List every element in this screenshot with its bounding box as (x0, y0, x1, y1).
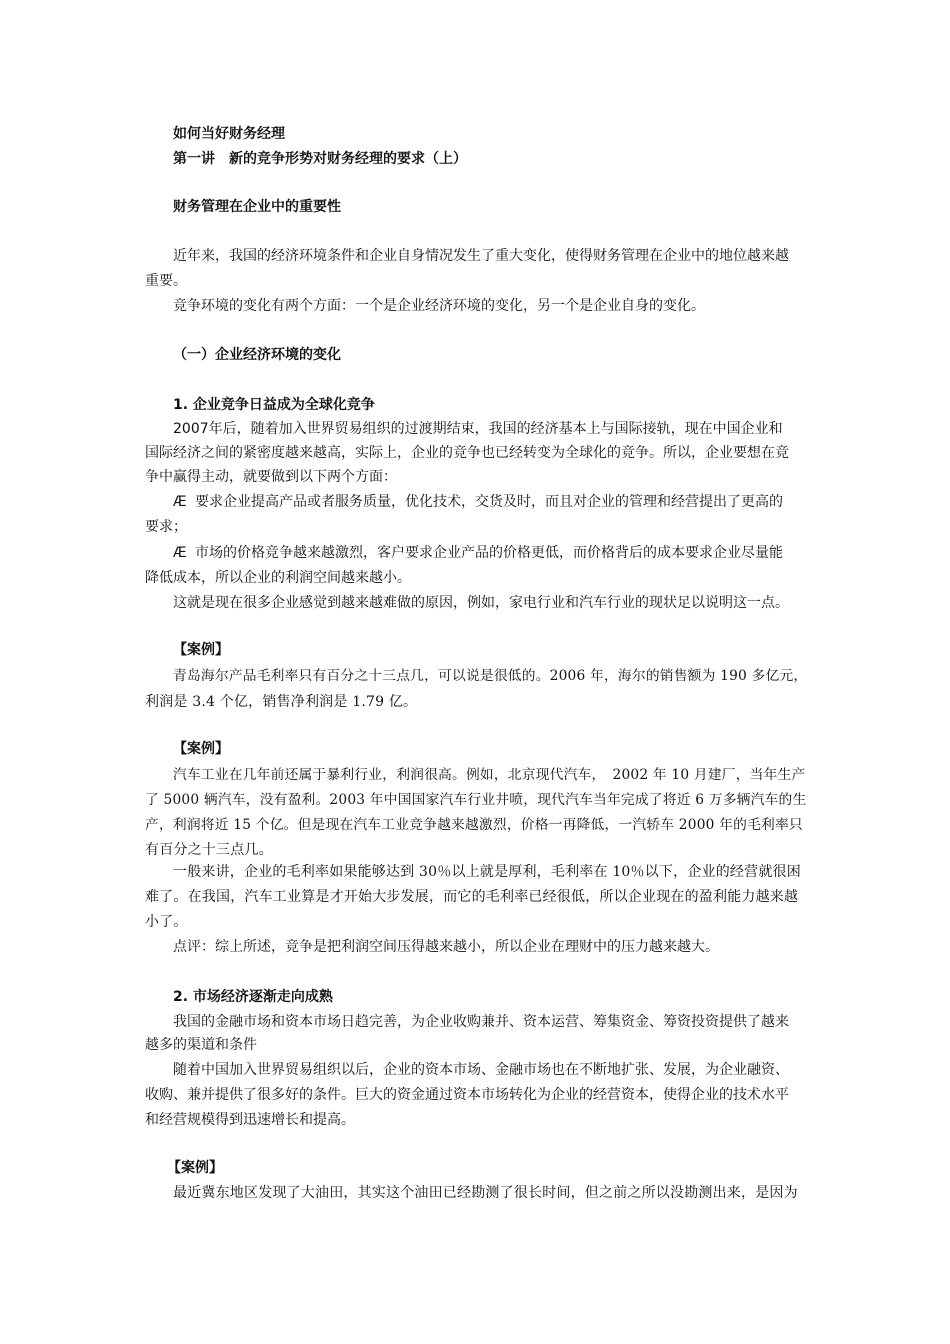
case-line: 产，利润将近 15 个亿。但是现在汽车工业竞争越来越激烈，价格一再降低，一汽轿车 2000 年的毛利率只 (145, 817, 803, 833)
bullet-marker: Æ (173, 494, 187, 510)
section-heading: 财务管理在企业中的重要性 (173, 199, 341, 215)
paragraph-line: 收购、兼并提供了很多好的条件。巨大的资金通过资本市场转化为企业的经营资本，使得企业的技术水平 (145, 1087, 789, 1103)
document-title: 如何当好财务经理 (173, 126, 285, 142)
case-label: 【案例】 (167, 1160, 223, 1176)
paragraph-line: 越多的渠道和条件 (145, 1037, 257, 1053)
case-line: 青岛海尔产品毛利率只有百分之十三点几，可以说是很低的。2006 年，海尔的销售额为 190 多亿元， (173, 668, 808, 684)
bullet-item (173, 492, 783, 512)
bullet-item (173, 543, 783, 563)
case-line: 最近冀东地区发现了大油田，其实这个油田已经勘测了很长时间，但之前之所以没勘测出来，是因为 (173, 1185, 798, 1201)
intro-paragraph-line: 重要。 (145, 273, 187, 289)
paragraph-line: 争中赢得主动，就要做到以下两个方面： (145, 469, 397, 485)
case-line: 有百分之十三点几。 (145, 842, 273, 858)
case-line: 了 5000 辆汽车，没有盈利。2003 年中国国家汽车行业井喷，现代汽车当年完成了将近 6 万多辆汽车的生 (145, 792, 807, 808)
case-comment: 点评：综上所述，竞争是把利润空间压得越来越小，所以企业在理财中的压力越来越大。 (173, 939, 719, 955)
bullet-marker: Æ (173, 545, 187, 561)
case-line: 一般来讲，企业的毛利率如果能够达到 30％以上就是厚利，毛利率在 10％以下，企业的经营就很困 (173, 864, 801, 880)
paragraph-line: 2007年后，随着加入世界贸易组织的过渡期结束，我国的经济基本上与国际接轨，现在中国企业和 (173, 421, 783, 437)
case-line: 难了。在我国，汽车工业算是才开始大步发展，而它的毛利率已经很低，所以企业现在的盈利能力越来越 (145, 889, 799, 905)
case-line: 小了。 (145, 914, 188, 930)
intro-paragraph-line: 竞争环境的变化有两个方面：一个是企业经济环境的变化，另一个是企业自身的变化。 (173, 298, 705, 314)
part-heading: （一）企业经济环境的变化 (173, 347, 341, 363)
paragraph-line: 国际经济之间的紧密度越来越高，实际上，企业的竞争也已经转变为全球化的竞争。所以，企业要想在竞 (145, 445, 789, 461)
intro-paragraph-line: 近年来，我国的经济环境条件和企业自身情况发生了重大变化，使得财务管理在企业中的地位越来越 (173, 248, 789, 264)
paragraph-line: 我国的金融市场和资本市场日趋完善，为企业收购兼并、资本运营、筹集资金、筹资投资提供了越来 (173, 1014, 789, 1030)
subsection-heading: 2. 市场经济逐渐走向成熟 (173, 989, 333, 1005)
bullet-continuation: 要求； (145, 519, 187, 535)
bullet-text: 要求企业提高产品或者服务质量，优化技术，交货及时，而且对企业的管理和经营提出了更高的 (195, 494, 783, 510)
paragraph-line: 这就是现在很多企业感觉到越来越难做的原因，例如，家电行业和汽车行业的现状足以说明这一点。 (173, 595, 789, 611)
bullet-continuation: 降低成本，所以企业的利润空间越来越小。 (145, 570, 411, 586)
bullet-text: 市场的价格竞争越来越激烈，客户要求企业产品的价格更低，而价格背后的成本要求企业尽量能 (195, 545, 783, 561)
subsection-heading: 1. 企业竞争日益成为全球化竞争 (173, 397, 375, 413)
paragraph-line: 随着中国加入世界贸易组织以后，企业的资本市场、金融市场也在不断地扩张、发展，为企业融资、 (173, 1062, 789, 1078)
case-line: 汽车工业在几年前还属于暴利行业，利润很高。例如，北京现代汽车， 2002 年 10 月建厂，当年生产 (173, 767, 806, 783)
case-label: 【案例】 (173, 741, 229, 757)
paragraph-line: 和经营规模得到迅速增长和提高。 (145, 1112, 355, 1128)
lecture-heading: 第一讲 新的竞争形势对财务经理的要求（上） (173, 151, 467, 167)
case-label: 【案例】 (173, 642, 229, 658)
case-line: 利润是 3.4 个亿，销售净利润是 1.79 亿。 (145, 694, 418, 710)
